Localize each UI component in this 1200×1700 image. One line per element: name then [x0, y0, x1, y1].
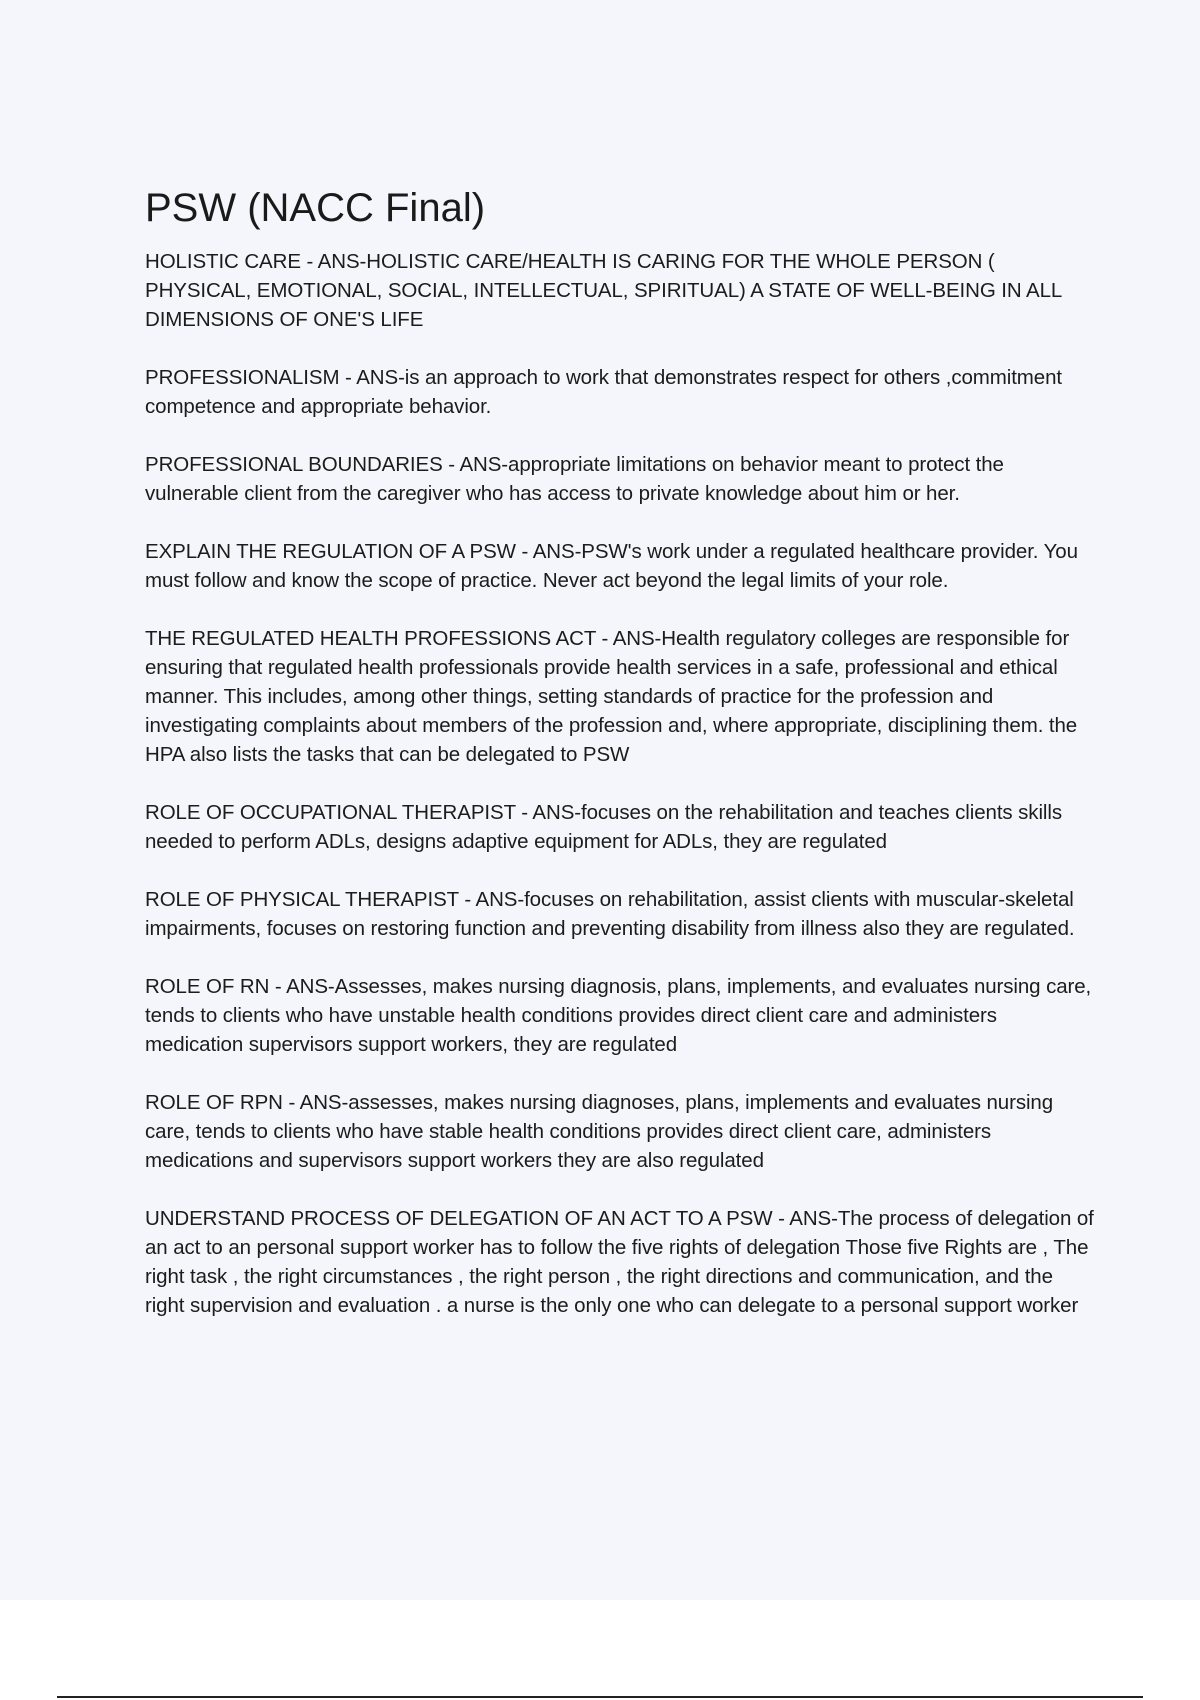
entry-professionalism: PROFESSIONALISM - ANS-is an approach to work that demonstrates respect for others ,commitment competence and appropriate behavior. — [145, 366, 1062, 418]
document-body — [145, 185, 1095, 1349]
entry-rn: ROLE OF RN - ANS-Assesses, makes nursing diagnosis, plans, implements, and evaluates nursing care, tends to clients who have unstable health conditions provides direct client care and administers medication supervisors support workers, they are regulated — [145, 975, 1092, 1056]
entry-occupational-therapist: ROLE OF OCCUPATIONAL THERAPIST - ANS-focuses on the rehabilitation and teaches clients skills needed to perform ADLs, designs adaptive equipment for ADLs, they are regulated — [145, 801, 1062, 853]
entry-holistic-care: HOLISTIC CARE - ANS-HOLISTIC CARE/HEALTH IS CARING FOR THE WHOLE PERSON ( PHYSICAL, EMOTIONAL, SOCIAL, INTELLECTUAL, SPIRITUAL) A STATE OF WELL-BEING IN ALL DIMENSIONS OF ONE'S LIFE — [145, 250, 1062, 331]
entry-delegation-process: UNDERSTAND PROCESS OF DELEGATION OF AN ACT TO A PSW - ANS-The process of delegation of an act to an personal support worker has to follow the five rights of delegation Those five Rights are , The right task , the right circumstances , the right person , the right directions and communication, and the right supervision and evaluation . a nurse is the only one who can delegate to a personal support worker — [145, 1207, 1094, 1317]
entry-psw-regulation: EXPLAIN THE REGULATION OF A PSW - ANS-PSW's work under a regulated healthcare provider. You must follow and know the scope of practice. Never act beyond the legal limits of your role. — [145, 540, 1078, 592]
footer-divider — [57, 1696, 1143, 1698]
document-title: PSW (NACC Final) — [145, 186, 486, 230]
entry-regulated-health-professions-act: THE REGULATED HEALTH PROFESSIONS ACT - ANS-Health regulatory colleges are responsible for ensuring that regulated health professionals provide health services in a safe, professional and ethical manner. This includes, among other things, setting standards of practice for the profession and investigating complaints about members of the profession and, where appropriate, disciplining them. the HPA also lists the tasks that can be delegated to PSW — [145, 627, 1078, 766]
entry-physical-therapist: ROLE OF PHYSICAL THERAPIST - ANS-focuses on rehabilitation, assist clients with muscular-skeletal impairments, focuses on restoring function and preventing disability from illness also they are regulated. — [145, 888, 1075, 940]
entry-professional-boundaries: PROFESSIONAL BOUNDARIES - ANS-appropriate limitations on behavior meant to protect the vulnerable client from the caregiver who has access to private knowledge about him or her. — [145, 453, 1004, 505]
entry-rpn: ROLE OF RPN - ANS-assesses, makes nursing diagnoses, plans, implements and evaluates nursing care, tends to clients who have stable health conditions provides direct client care, administers medications and supervisors support workers they are also regulated — [145, 1091, 1054, 1172]
